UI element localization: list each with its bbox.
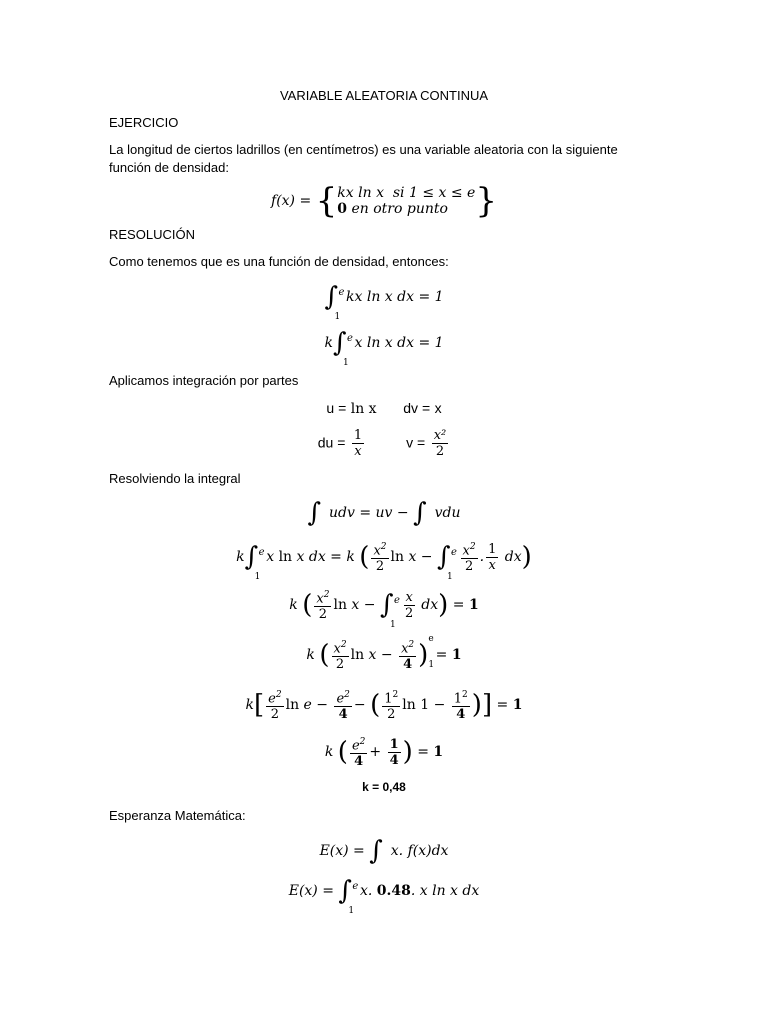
density-function: f(x) = { kx ln x si 1 ≤ x ≤ e 0 en otro punto } [271, 181, 497, 221]
normalization-equation-1: ∫ e 1 kx ln x dx = 1 [324, 282, 444, 322]
parts-du-v: du = $\frac{1}{x}$ v = $\frac{\text{x²}}{2}$ [317, 428, 447, 459]
density-case-1-expr: kx ln x [337, 185, 384, 201]
step-4: k[ $\frac{e^2}{2}$ ln e − $\frac{e^2}{4}$ − ( $\frac{1^2}{2}$ ln 1 − $\frac{1^2}{4}$ )] = 1 [245, 690, 523, 723]
step-1: k∫ e 1 x ln x dx = k ( $\frac{x^2}{2}$ ln x − ∫ e 1 $\frac{x^2}{2}$ . $\frac{1}{x}$ dx) [236, 541, 532, 583]
normalization-equation-2: k∫ e 1 x ln x dx = 1 [324, 328, 444, 368]
eq2-body: x ln x dx = 1 [354, 335, 444, 351]
resolution-heading: RESOLUCIÓN [109, 227, 195, 242]
du-label: du = [317, 434, 346, 451]
v-label: v = [406, 434, 426, 451]
byparts-formula: ∫ udv = uv − ∫ vdu [307, 498, 461, 528]
density-case-2-cond: en otro punto [351, 201, 448, 217]
intro-line-2: función de densidad: [109, 160, 229, 175]
page-title: VARIABLE ALEATORIA CONTINUA [279, 88, 489, 103]
exercise-heading: EJERCICIO [109, 115, 179, 130]
u-label: u = [326, 400, 347, 416]
solve-text: Resolviendo la integral [109, 471, 241, 486]
density-case-1-cond: si 1 ≤ x ≤ e [392, 185, 476, 201]
expectation-formula-1: E(x) = ∫ x. f(x)dx [319, 836, 449, 866]
step-2: k ( $\frac{x^2}{2}$ ln x − ∫ e 1 $\frac{x}{2}$ dx) = 1 [289, 589, 479, 631]
dv-value: x [434, 400, 442, 416]
parts-text: Aplicamos integración por partes [109, 373, 299, 388]
intro-line-1: La longitud de ciertos ladrillos (en centímetros) es una variable aleatoria con la siguiente [109, 142, 618, 157]
eq1-body: kx ln x dx = 1 [346, 289, 444, 305]
dv-label: dv = [403, 400, 431, 416]
expectation-heading: Esperanza Matemática: [109, 808, 246, 823]
eq2-k: k [324, 335, 333, 351]
step-3: k ( $\frac{x^2}{2}$ ln x − $\frac{x^2}{4}$ ) e 1 = 1 [306, 634, 462, 673]
step-5: k ( $\frac{e^2}{4}$ + $\frac{1}{4}$ ) = 1 [324, 736, 444, 770]
u-value: ln x [350, 401, 377, 417]
parts-u-dv [0, 400, 768, 417]
density-lhs: f(x) = [271, 193, 316, 209]
resolution-text: Como tenemos que es una función de densidad, entonces: [109, 254, 449, 269]
density-case-2-value: 0 [337, 201, 348, 217]
k-result: k = 0,48 [362, 780, 406, 794]
expectation-formula-2: E(x) = ∫ e 1 x. 0.48. x ln x dx [288, 876, 480, 916]
